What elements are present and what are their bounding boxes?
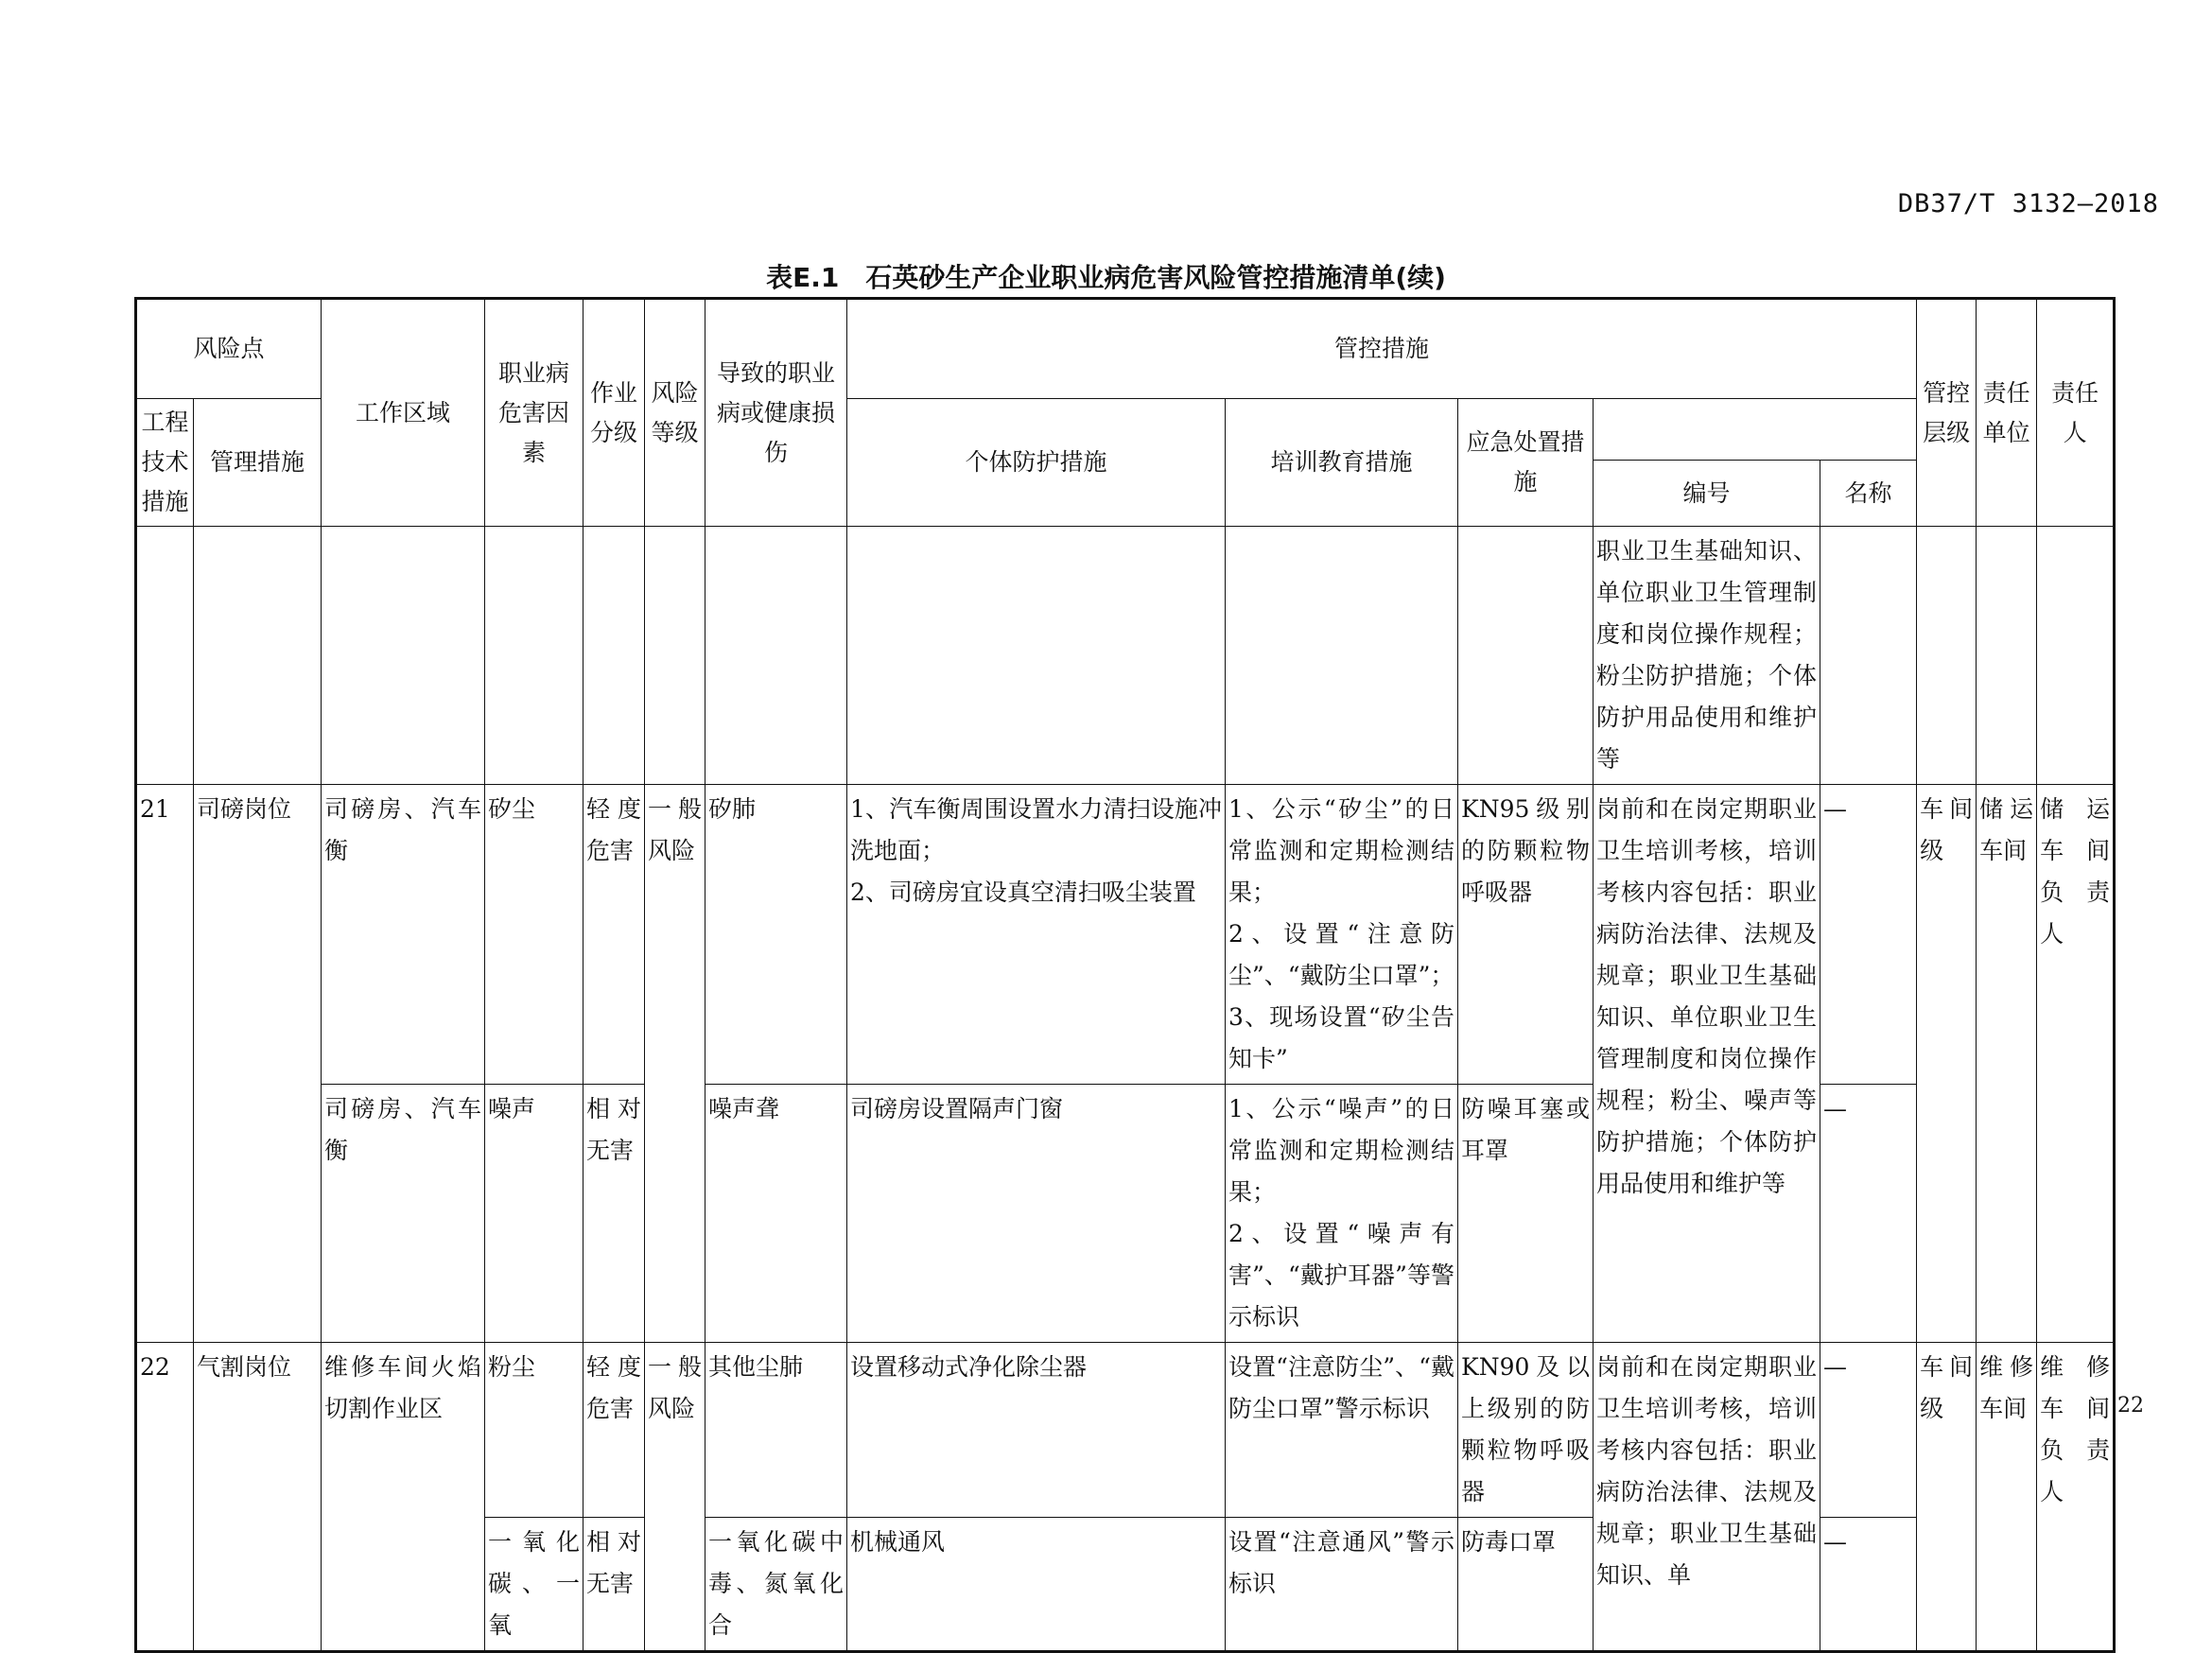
cell-resp-unit: 储运车间	[1977, 785, 2037, 1343]
cell-empty	[645, 527, 705, 785]
header-management: 管理措施	[194, 399, 322, 527]
cell-job-grade: 轻度危害	[583, 1343, 645, 1518]
cell-emergency: —	[1820, 785, 1917, 1085]
cell-empty	[136, 527, 194, 785]
cell-risk-level: 一般风险	[645, 1343, 705, 1652]
header-disease: 导致的职业病或健康损伤	[705, 299, 847, 527]
cell-name: 司磅岗位	[194, 785, 322, 1343]
header-engineering: 工程技术措施	[136, 399, 194, 527]
cell-empty	[705, 527, 847, 785]
cell-disease: 一氧化碳中毒、氮氧化合	[705, 1518, 847, 1652]
cell-engineering: 机械通风	[847, 1518, 1226, 1652]
cell-risk-level: 一般风险	[645, 785, 705, 1343]
cell-empty	[1977, 527, 2037, 785]
cell-empty	[322, 527, 485, 785]
standard-code: DB37/T 3132—2018	[1897, 189, 2159, 218]
cell-disease: 其他尘肺	[705, 1343, 847, 1518]
cell-work-area: 维修车间火焰切割作业区	[322, 1343, 485, 1652]
header-ppe: 个体防护措施	[847, 399, 1226, 527]
cell-empty	[583, 527, 645, 785]
cell-management: 1、公示“矽尘”的日常监测和定期检测结果； 2、设置“注意防尘”、“戴防尘口罩”； 3、现场设置“矽尘告知卡”	[1226, 785, 1458, 1085]
cell-management: 设置“注意防尘”、“戴防尘口罩”警示标识	[1226, 1343, 1458, 1518]
cell-empty	[847, 527, 1226, 785]
cell-hazard: 一氧化碳、一氧	[485, 1518, 583, 1652]
cell-disease: 噪声聋	[705, 1085, 847, 1343]
table-title: 表E.1 石英砂生产企业职业病危害风险管控措施清单(续)	[766, 262, 1446, 293]
cell-resp-person: 维修车间负责人	[2037, 1343, 2115, 1652]
cell-ppe: 防毒口罩	[1458, 1518, 1594, 1652]
cell-job-grade: 相对无害	[583, 1085, 645, 1343]
cell-training: 岗前和在岗定期职业卫生培训考核，培训考核内容包括：职业病防治法律、法规及规章；职业卫生基础知识、单	[1594, 1343, 1820, 1652]
cell-work-area: 司磅房、汽车衡	[322, 785, 485, 1085]
cell-job-grade: 相对无害	[583, 1518, 645, 1652]
cell-training: 职业卫生基础知识、单位职业卫生管理制度和岗位操作规程；粉尘防护措施；个体防护用品使用和维护等	[1594, 527, 1820, 785]
table-row-carryover	[136, 527, 2115, 785]
cell-empty	[2037, 527, 2115, 785]
cell-resp-unit: 维修车间	[1977, 1343, 2037, 1652]
cell-name: 气割岗位	[194, 1343, 322, 1652]
cell-resp-person: 储运车间负责人	[2037, 785, 2115, 1343]
header-id: 编号	[1594, 461, 1820, 527]
cell-id: 21	[136, 785, 194, 1343]
cell-disease: 矽肺	[705, 785, 847, 1085]
cell-emergency: —	[1820, 1085, 1917, 1343]
header-work-area: 工作区域	[322, 299, 485, 527]
cell-emergency: —	[1820, 1518, 1917, 1652]
header-job-grade: 作业分级	[583, 299, 645, 527]
cell-management: 1、公示“噪声”的日常监测和定期检测结果； 2、设置“噪声有害”、“戴护耳器”等警示标识	[1226, 1085, 1458, 1343]
cell-engineering: 1、汽车衡周围设置水力清扫设施冲洗地面； 2、司磅房宜设真空清扫吸尘装置	[847, 785, 1226, 1085]
cell-work-area: 司磅房、汽车衡	[322, 1085, 485, 1343]
header-resp-person: 责任人	[2037, 299, 2115, 527]
header-name: 名称	[1820, 461, 1917, 527]
header-hazard-factor: 职业病危害因素	[485, 299, 583, 527]
header-risk-level: 风险等级	[645, 299, 705, 527]
cell-ppe: KN95级别的防颗粒物呼吸器	[1458, 785, 1594, 1085]
cell-emergency: —	[1820, 1343, 1917, 1518]
cell-ppe: KN90及以上级别的防颗粒物呼吸器	[1458, 1343, 1594, 1518]
cell-hazard: 噪声	[485, 1085, 583, 1343]
page-number: 22	[2117, 1394, 2144, 1418]
risk-control-table	[134, 297, 2116, 1653]
cell-id: 22	[136, 1343, 194, 1652]
header-resp-unit: 责任单位	[1977, 299, 2037, 527]
cell-control-level: 车间级	[1917, 785, 1977, 1343]
header-risk-point: 风险点	[136, 299, 322, 399]
table-header	[136, 299, 2115, 527]
cell-hazard: 矽尘	[485, 785, 583, 1085]
table-row-21-dust	[136, 785, 2115, 1085]
cell-empty	[194, 527, 322, 785]
cell-management: 设置“注意通风”警示标识	[1226, 1518, 1458, 1652]
cell-empty	[1820, 527, 1917, 785]
cell-ppe: 防噪耳塞或耳罩	[1458, 1085, 1594, 1343]
cell-hazard: 粉尘	[485, 1343, 583, 1518]
cell-engineering: 设置移动式净化除尘器	[847, 1343, 1226, 1518]
cell-empty	[485, 527, 583, 785]
cell-control-level: 车间级	[1917, 1343, 1977, 1652]
table-row-22-dust	[136, 1343, 2115, 1518]
cell-empty	[1226, 527, 1458, 785]
header-control-measures: 管控措施	[847, 299, 1917, 399]
cell-empty	[1917, 527, 1977, 785]
cell-empty	[1458, 527, 1594, 785]
header-training: 培训教育措施	[1226, 399, 1458, 527]
cell-job-grade: 轻度危害	[583, 785, 645, 1085]
cell-training: 岗前和在岗定期职业卫生培训考核，培训考核内容包括：职业病防治法律、法规及规章；职业卫生基础知识、单位职业卫生管理制度和岗位操作规程；粉尘、噪声等防护措施；个体防护用品使用和维护等	[1594, 785, 1820, 1343]
header-control-level: 管控层级	[1917, 299, 1977, 527]
header-emergency: 应急处置措施	[1458, 399, 1594, 527]
cell-engineering: 司磅房设置隔声门窗	[847, 1085, 1226, 1343]
